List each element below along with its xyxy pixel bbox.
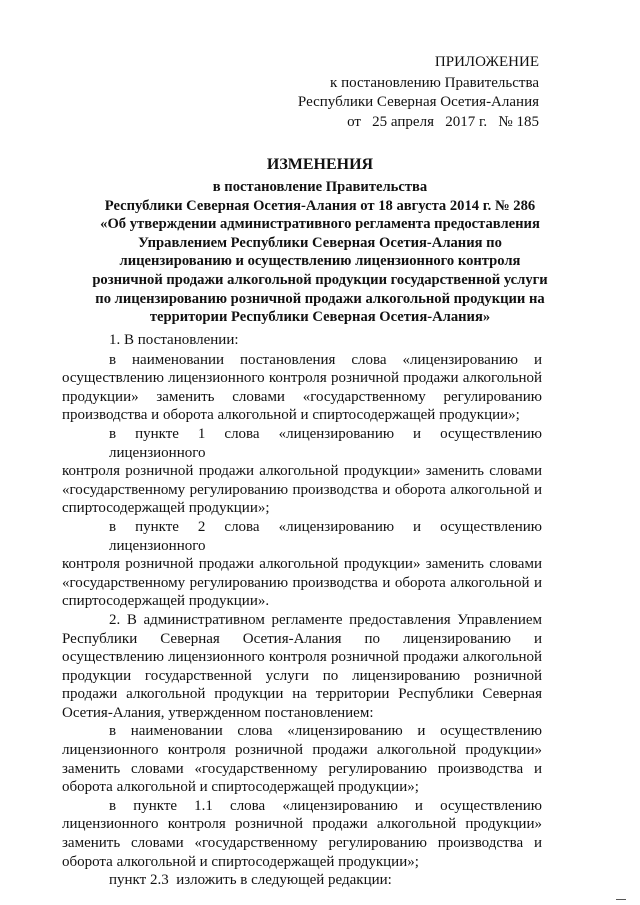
paragraph-line: спиртосодержащей продукции»; bbox=[62, 500, 270, 517]
paragraph-line: в пункте 1 слова «лицензированию и осуществлению лицензионного bbox=[109, 425, 542, 461]
paragraph-line: Республики Северная Осетия-Алания по лицензированию и bbox=[62, 630, 542, 647]
paragraph-line: лицензионного контроля розничной продажи алкогольной продукции» bbox=[62, 816, 542, 833]
paragraph-line: оборота алкогольной и спиртосодержащей продукции»; bbox=[62, 779, 419, 796]
scan-mark bbox=[616, 899, 626, 900]
paragraph-6 bbox=[62, 722, 542, 796]
paragraph-line: пункт 2.3 изложить в следующей редакции: bbox=[109, 872, 392, 889]
paragraph-line: в наименовании слова «лицензированию и осуществлению bbox=[109, 723, 542, 740]
paragraph-2 bbox=[62, 351, 542, 425]
title-main: ИЗМЕНЕНИЯ bbox=[266, 156, 374, 173]
paragraph-line: контроля розничной продажи алкогольной продукции» заменить словами bbox=[62, 463, 542, 480]
title-line: лицензированию и осуществлению лицензионного контроля bbox=[119, 253, 521, 270]
paragraph-line: продукции» заменить словами «государственному регулированию bbox=[62, 388, 542, 405]
paragraph-4 bbox=[62, 518, 542, 611]
paragraph-line: продукции государственной услуги по лицензированию розничной bbox=[62, 667, 542, 684]
document-title bbox=[62, 155, 578, 327]
paragraph-line: производства и оборота алкогольной и спиртосодержащей продукции»; bbox=[62, 407, 520, 424]
paragraph-line: осуществлению лицензионного контроля розничной продажи алкогольной bbox=[62, 370, 542, 387]
paragraph-line: контроля розничной продажи алкогольной продукции» заменить словами bbox=[62, 556, 542, 573]
paragraph-line: осуществлению лицензионного контроля розничной продажи алкогольной bbox=[62, 649, 542, 666]
paragraph-line: «государственному регулированию производства и оборота алкогольной и bbox=[62, 574, 542, 591]
paragraph-7 bbox=[62, 797, 542, 871]
title-line: территории Республики Северная Осетия-Алания» bbox=[149, 309, 491, 326]
appendix-line-2: Республики Северная Осетия-Алания bbox=[297, 94, 539, 110]
paragraph-line: заменить словами «государственному регулированию производства и bbox=[62, 760, 542, 777]
title-line: в постановление Правительства bbox=[212, 179, 428, 195]
paragraph-8 bbox=[62, 871, 542, 890]
paragraph-line: в наименовании постановления слова «лицензированию и bbox=[109, 351, 542, 368]
appendix-heading: ПРИЛОЖЕНИЕ bbox=[434, 54, 539, 70]
paragraph-line: в пункте 1.1 слова «лицензированию и осуществлению bbox=[109, 797, 542, 814]
paragraph-line: спиртосодержащей продукции». bbox=[62, 593, 270, 610]
appendix-line-1: к постановлению Правительства bbox=[330, 74, 539, 91]
paragraph-3 bbox=[62, 425, 542, 518]
paragraph-line: продажи алкогольной продукции на территории Республики Северная bbox=[62, 686, 542, 703]
appendix-date-line: от 25 апреля 2017 г. № 185 bbox=[347, 113, 539, 130]
paragraph-line: оборота алкогольной и спиртосодержащей продукции»; bbox=[62, 853, 419, 870]
paragraph-5 bbox=[62, 611, 542, 723]
appendix-header bbox=[298, 53, 539, 132]
title-line: Республики Северная Осетия-Алания от 18 августа 2014 г. № 286 bbox=[104, 197, 536, 214]
paragraph-line: лицензионного контроля розничной продажи алкогольной продукции» bbox=[62, 742, 542, 759]
paragraph-line: Осетия-Алания, утвержденном постановлением: bbox=[62, 704, 374, 721]
paragraph-line: в пункте 2 слова «лицензированию и осуществлению лицензионного bbox=[109, 518, 542, 554]
paragraph-line: 1. В постановлении: bbox=[109, 332, 239, 348]
paragraph-line: заменить словами «государственному регулированию производства и bbox=[62, 835, 542, 852]
paragraph-line: «государственному регулированию производства и оборота алкогольной и bbox=[62, 481, 542, 498]
paragraph-1 bbox=[62, 331, 542, 350]
title-line: розничной продажи алкогольной продукции государственной услуги bbox=[92, 271, 548, 288]
document-body bbox=[62, 331, 542, 890]
title-line: Управлением Республики Северная Осетия-Алания по bbox=[138, 234, 502, 251]
paragraph-line: 2. В административном регламенте предоставления Управлением bbox=[109, 611, 542, 628]
title-line: по лицензированию розничной продажи алкогольной продукции на bbox=[95, 290, 545, 307]
title-line: «Об утверждении административного регламента предоставления bbox=[100, 216, 540, 233]
